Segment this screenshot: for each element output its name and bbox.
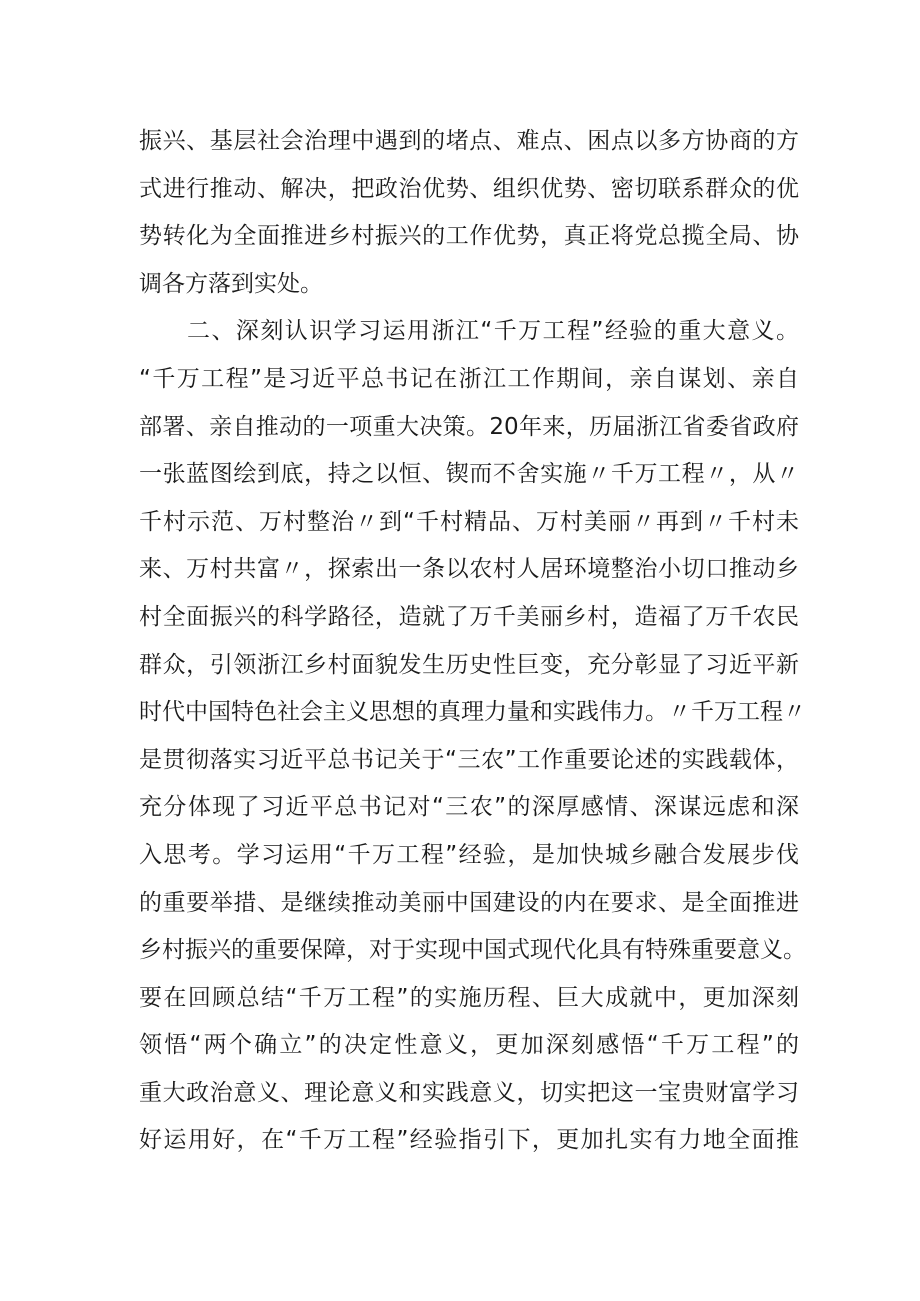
text-line: 式进行推动、解决，把政治优势、组织优势、密切联系群众的优 <box>139 175 799 202</box>
text-line: 入思考。学习运用“千万工程”经验，是加快城乡融合发展步伐 <box>139 841 799 868</box>
text-line: 调各方落到实处。 <box>139 270 323 297</box>
text-line: 千村示范、万村整治〃到“千村精品、万村美丽〃再到〃千村未 <box>139 508 799 535</box>
text-line: 乡村振兴的重要保障，对于实现中国式现代化具有特殊重要意义。 <box>139 937 806 964</box>
text-line: 势转化为全面推进乡村振兴的工作优势，真正将党总揽全局、协 <box>139 223 799 250</box>
text-line: 是贯彻落实习近平总书记关于“三农”工作重要论述的实践载体， <box>139 746 799 773</box>
text-line: 重大政治意义、理论意义和实践意义，切实把这一宝贵财富学习 <box>139 1079 799 1106</box>
text-line: 要在回顾总结“千万工程”的实施历程、巨大成就中，更加深刻 <box>139 984 799 1011</box>
text-line: 的重要举措、是继续推动美丽中国建设的内在要求、是全面推进 <box>139 889 799 916</box>
body-text <box>139 118 806 1165</box>
text-line: 振兴、基层社会治理中遇到的堵点、难点、困点以多方协商的方 <box>139 128 799 154</box>
text-line: 好运用好，在“千万工程”经验指引下，更加扎实有力地全面推 <box>139 1127 799 1154</box>
text-line: 领悟“两个确立”的决定性意义，更加深刻感悟“千万工程”的 <box>139 1032 799 1059</box>
text-line: 村全面振兴的科学路径，造就了万千美丽乡村，造福了万千农民 <box>139 603 799 630</box>
text-line: 一张蓝图绘到底，持之以恒、锲而不舍实施〃千万工程〃，从〃 <box>139 461 799 488</box>
text-line: 来、万村共富〃，探索出一条以农村人居环境整治小切口推动乡 <box>139 556 799 583</box>
text-line: 群众，引领浙江乡村面貌发生历史性巨变，充分彰显了习近平新 <box>139 651 799 678</box>
text-line: 部署、亲自推动的一项重大决策。20年来，历届浙江省委省政府 <box>139 413 799 440</box>
text-line: 充分体现了习近平总书记对“三农”的深厚感情、深谋远虑和深 <box>139 794 799 821</box>
text-line: “千万工程”是习近平总书记在浙江工作期间，亲自谋划、亲自 <box>139 365 799 392</box>
text-line: 二、深刻认识学习运用浙江“千万工程”经验的重大意义。 <box>187 318 799 345</box>
text-line: 时代中国特色社会主义思想的真理力量和实践伟力。〃千万工程〃 <box>139 699 806 726</box>
